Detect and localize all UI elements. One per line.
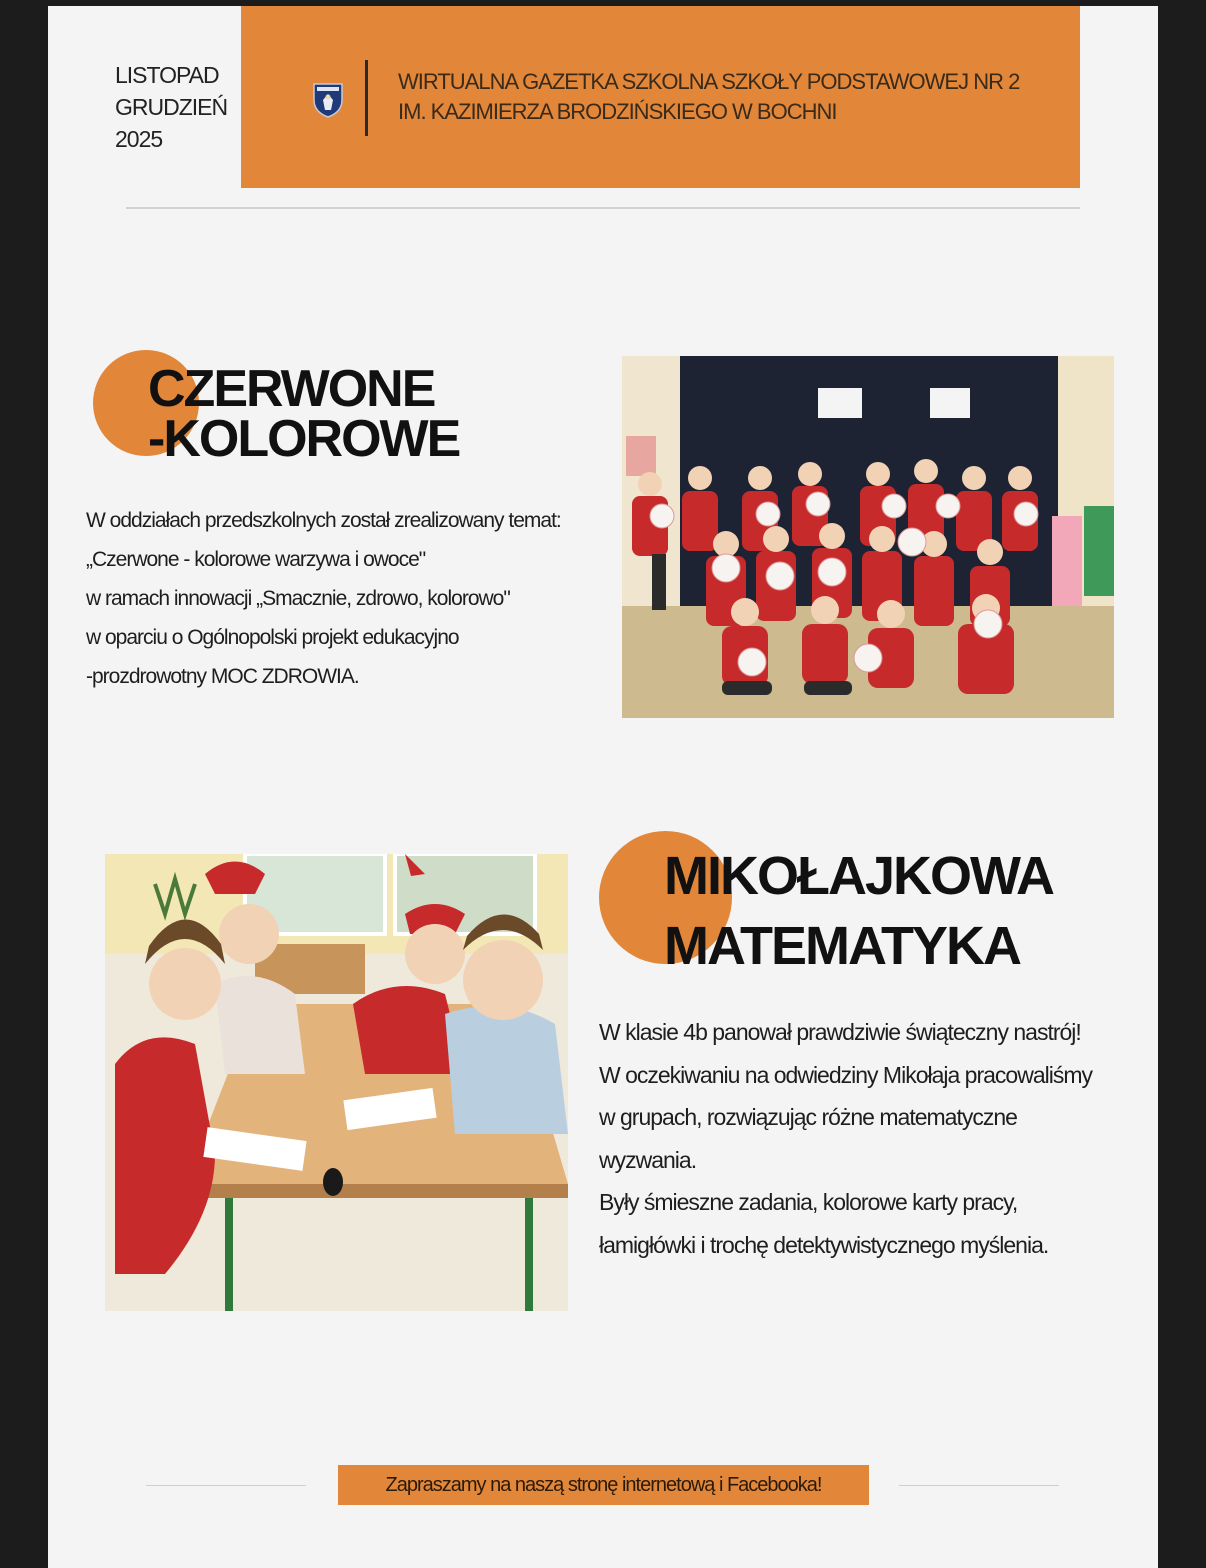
newsletter-title [398, 67, 1058, 127]
article1-body-line-4: w oparciu o Ogólnopolski projekt edukacyjno [86, 626, 459, 649]
footer-banner[interactable]: Zapraszamy na naszą stronę internetową i Facebooka! [338, 1465, 869, 1505]
article2-heading [664, 841, 1053, 981]
article1-heading-line-1: CZERWONE [148, 360, 435, 418]
article2-body [599, 1011, 1092, 1267]
article1-heading-line-2: -KOLOROWE [148, 410, 460, 468]
article2-body-line-4: wyzwania. [599, 1146, 697, 1173]
article1-body-line-2: „Czerwone - kolorowe warzywa i owoce" [86, 548, 426, 571]
issue-date-year: 2025 [115, 126, 163, 152]
issue-date [115, 59, 227, 155]
class-4b-photo [105, 854, 568, 1311]
footer-rule-right [899, 1485, 1059, 1486]
article1-body-line-3: w ramach innowacji „Smacznie, zdrowo, kolorowo" [86, 587, 510, 610]
article2-body-line-5: Były śmieszne zadania, kolorowe karty pracy, [599, 1189, 1018, 1216]
issue-date-month-2: GRUDZIEŃ [115, 94, 228, 120]
newsletter-title-line-2: IM. KAZIMIERZA BRODZIŃSKIEGO W BOCHNI [398, 99, 837, 124]
preschool-group-photo [622, 356, 1114, 718]
article1-body-line-1: W oddziałach przedszkolnych został zrealizowany temat: [86, 509, 561, 532]
article2-heading-line-2: MATEMATYKA [664, 916, 1020, 976]
article2-body-line-1: W klasie 4b panował prawdziwie świąteczny nastrój! [599, 1019, 1081, 1045]
article2-heading-line-1: MIKOŁAJKOWA [664, 846, 1053, 906]
newsletter-title-line-1: WIRTUALNA GAZETKA SZKOLNA SZKOŁY PODSTAWOWEJ NR 2 [398, 69, 1020, 94]
article1-heading [148, 360, 460, 468]
article2-body-line-2: W oczekiwaniu na odwiedziny Mikołaja pracowaliśmy [599, 1061, 1092, 1088]
newsletter-page [48, 6, 1158, 1568]
article1-body [86, 501, 561, 696]
header-banner [241, 6, 1080, 188]
footer-rule-left [146, 1485, 306, 1486]
header-rule [126, 207, 1080, 209]
issue-date-month-1: LISTOPAD [115, 62, 219, 88]
article2-body-line-3: w grupach, rozwiązując różne matematyczne [599, 1104, 1017, 1131]
school-crest-icon [311, 80, 345, 118]
article1-body-line-5: -prozdrowotny MOC ZDROWIA. [86, 665, 359, 688]
article2-body-line-6: łamigłówki i trochę detektywistycznego myślenia. [599, 1231, 1049, 1258]
header-divider [365, 60, 368, 136]
